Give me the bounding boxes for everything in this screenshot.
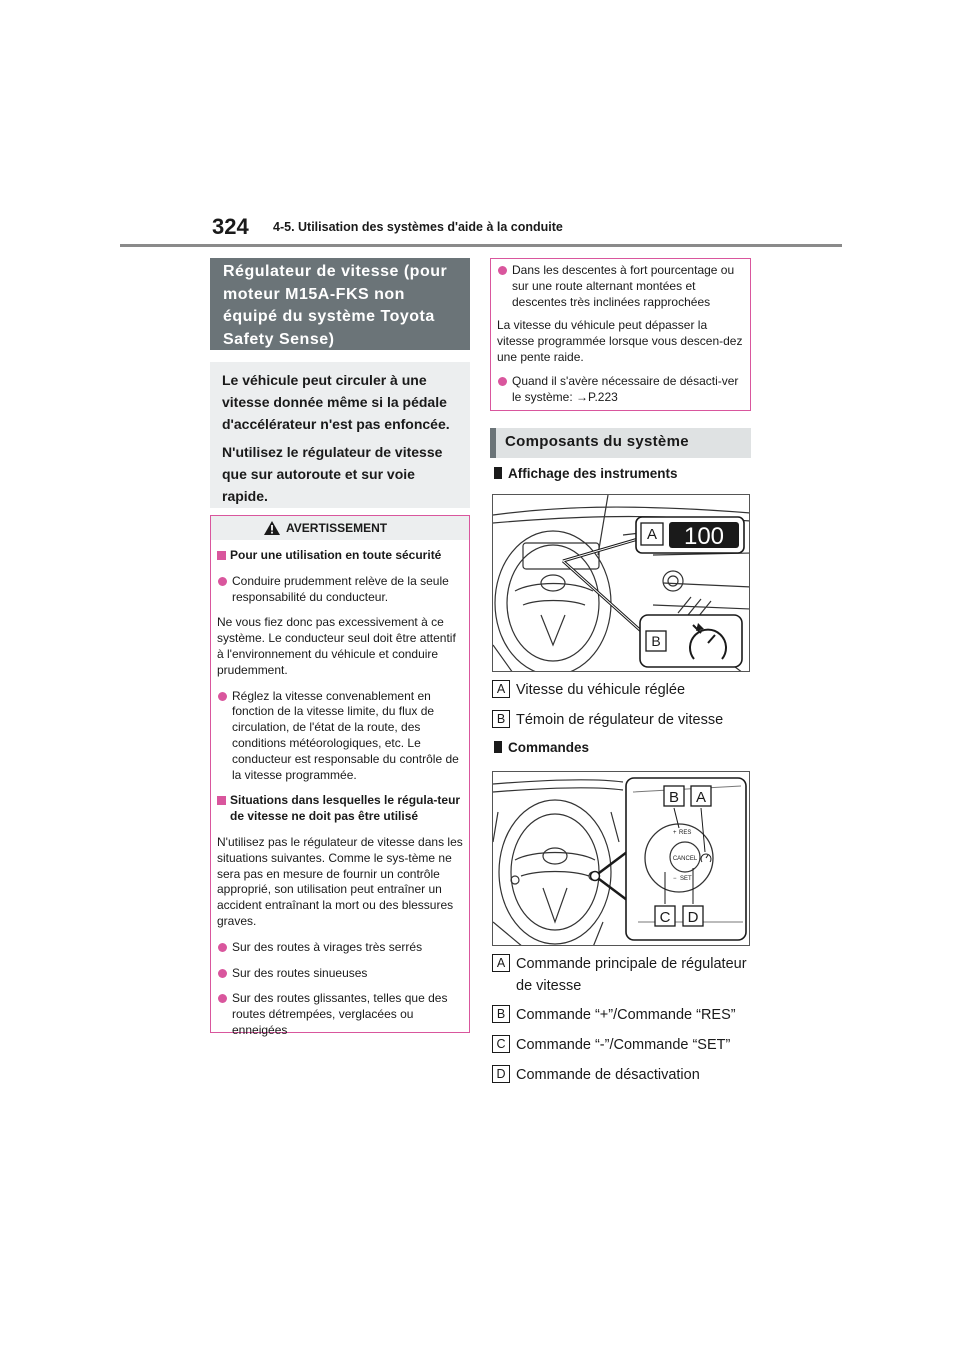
caution-bullet-2: Quand il s'avère nécessaire de désacti-ver le système: →P.223 <box>497 374 744 406</box>
caution-box <box>490 258 751 411</box>
warning-bullet-5: Sur des routes glissantes, telles que des routes détrempées, verglacées ou enneigées <box>217 991 463 1038</box>
section-title: Régulateur de vitesse (pour moteur M15A-FKS non équipé du système Toyota Safety Sense) <box>223 263 448 348</box>
square-bullet-icon <box>494 741 502 753</box>
controls-legend-a <box>492 953 747 997</box>
legend-tag-b: B <box>492 1005 510 1023</box>
controls-heading-text: Commandes <box>508 740 590 755</box>
res-label: RES <box>679 830 692 836</box>
intro-paragraph-1: Le véhicule peut circuler à une vitesse donnée même si la pédale d'accélérateur n'est pas enfoncée. <box>222 372 450 432</box>
intro-paragraph-2: N'utilisez le régulateur de vitesse que sur autoroute et sur voie rapide. <box>222 444 443 504</box>
legend-tag-b: B <box>492 710 510 728</box>
warning-section-head-2: Situations dans lesquelles le régula-teur de vitesse ne doit pas être utilisé <box>217 793 463 825</box>
set-minus-label: − <box>673 876 677 882</box>
warning-triangle-icon <box>263 520 281 536</box>
legend-text-b: Commande “+”/Commande “RES” <box>516 1007 736 1023</box>
fig2-label-d: D <box>687 909 699 926</box>
legend-text-a: Vitesse du véhicule réglée <box>516 682 686 698</box>
legend-tag-a: A <box>492 954 510 972</box>
warning-bullet-1: Conduire prudemment relève de la seule responsabilité du conducteur. <box>217 574 463 606</box>
legend-tag-d: D <box>492 1065 510 1083</box>
caution-paragraph: La vitesse du véhicule peut dépasser la vitesse programmée lorsque vous descen-dez une pente raide. <box>497 318 743 364</box>
header-rule <box>120 244 842 247</box>
section-title-box <box>210 258 470 350</box>
res-plus-label: + <box>673 830 677 836</box>
controls-heading <box>494 740 589 755</box>
caution-bullet-1: Dans les descentes à fort pourcentage ou sur une route alternant montées et descentes très inclinées rapprochées <box>497 263 744 310</box>
speed-readout: 100 <box>683 523 725 550</box>
warning-title: AVERTISSEMENT <box>286 521 388 535</box>
cancel-label: CANCEL <box>672 856 698 862</box>
warning-paragraph-1: Ne vous fiez donc pas excessivement à ce système. Le conducteur seul doit être attentif à l'environnement du véhicule et conduire prudemment. <box>217 615 456 677</box>
steering-controls-figure <box>492 771 750 946</box>
fig1-label-a: A <box>646 526 658 543</box>
legend-text-a: Commande principale de régulateur <box>516 956 747 972</box>
legend-text-c: Commande “-”/Commande “SET” <box>516 1037 731 1053</box>
warning-section-head-1: Pour une utilisation en toute sécurité <box>217 548 463 564</box>
instrument-cluster-illustration <box>493 495 750 672</box>
controls-legend-d <box>492 1064 700 1086</box>
warning-body <box>211 540 469 1039</box>
fig1-label-b: B <box>651 633 661 649</box>
instruments-legend-b <box>492 709 723 731</box>
controls-legend-c <box>492 1034 730 1056</box>
fig2-label-c: C <box>659 909 671 926</box>
square-bullet-icon <box>494 467 502 479</box>
instruments-heading-text: Affichage des instruments <box>508 466 678 481</box>
warning-bullet-4: Sur des routes sinueuses <box>217 966 463 982</box>
chapter-title: 4-5. Utilisation des systèmes d'aide à la conduite <box>273 220 563 234</box>
warning-bullet-3: Sur des routes à virages très serrés <box>217 940 463 956</box>
instrument-cluster-figure <box>492 494 750 672</box>
fig2-label-b: B <box>668 789 680 806</box>
legend-tag-c: C <box>492 1035 510 1053</box>
intro-box <box>210 362 470 508</box>
legend-text-a-continued: de vitesse <box>516 978 582 994</box>
legend-text-d: Commande de désactivation <box>516 1067 700 1083</box>
steering-controls-illustration <box>493 772 750 946</box>
page-number: 324 <box>212 214 249 239</box>
warning-header <box>211 516 469 540</box>
warning-bullet-2: Réglez la vitesse convenablement en fonction de la vitesse limite, du flux de circulation, de l'état de la route, des conditions météorologiques, etc. Le conducteur est responsable du contrôle de la vitesse programmée. <box>217 689 463 784</box>
controls-legend-b <box>492 1004 736 1026</box>
legend-tag-a: A <box>492 680 510 698</box>
fig2-label-a: A <box>695 789 707 806</box>
warning-paragraph-2: N'utilisez pas le régulateur de vitesse dans les situations suivantes. Comme le sys-tème ne sera pas en mesure de fournir un contrôle approprié, son utilisation peut entraîner un accident entraînant la mort ou des blessures graves. <box>217 834 463 928</box>
legend-text-b: Témoin de régulateur de vitesse <box>516 712 724 728</box>
warning-box <box>210 515 470 1037</box>
instruments-legend-a <box>492 679 685 701</box>
instruments-heading <box>494 466 678 481</box>
components-heading: Composants du système <box>490 428 751 458</box>
set-label: SET <box>680 876 692 882</box>
